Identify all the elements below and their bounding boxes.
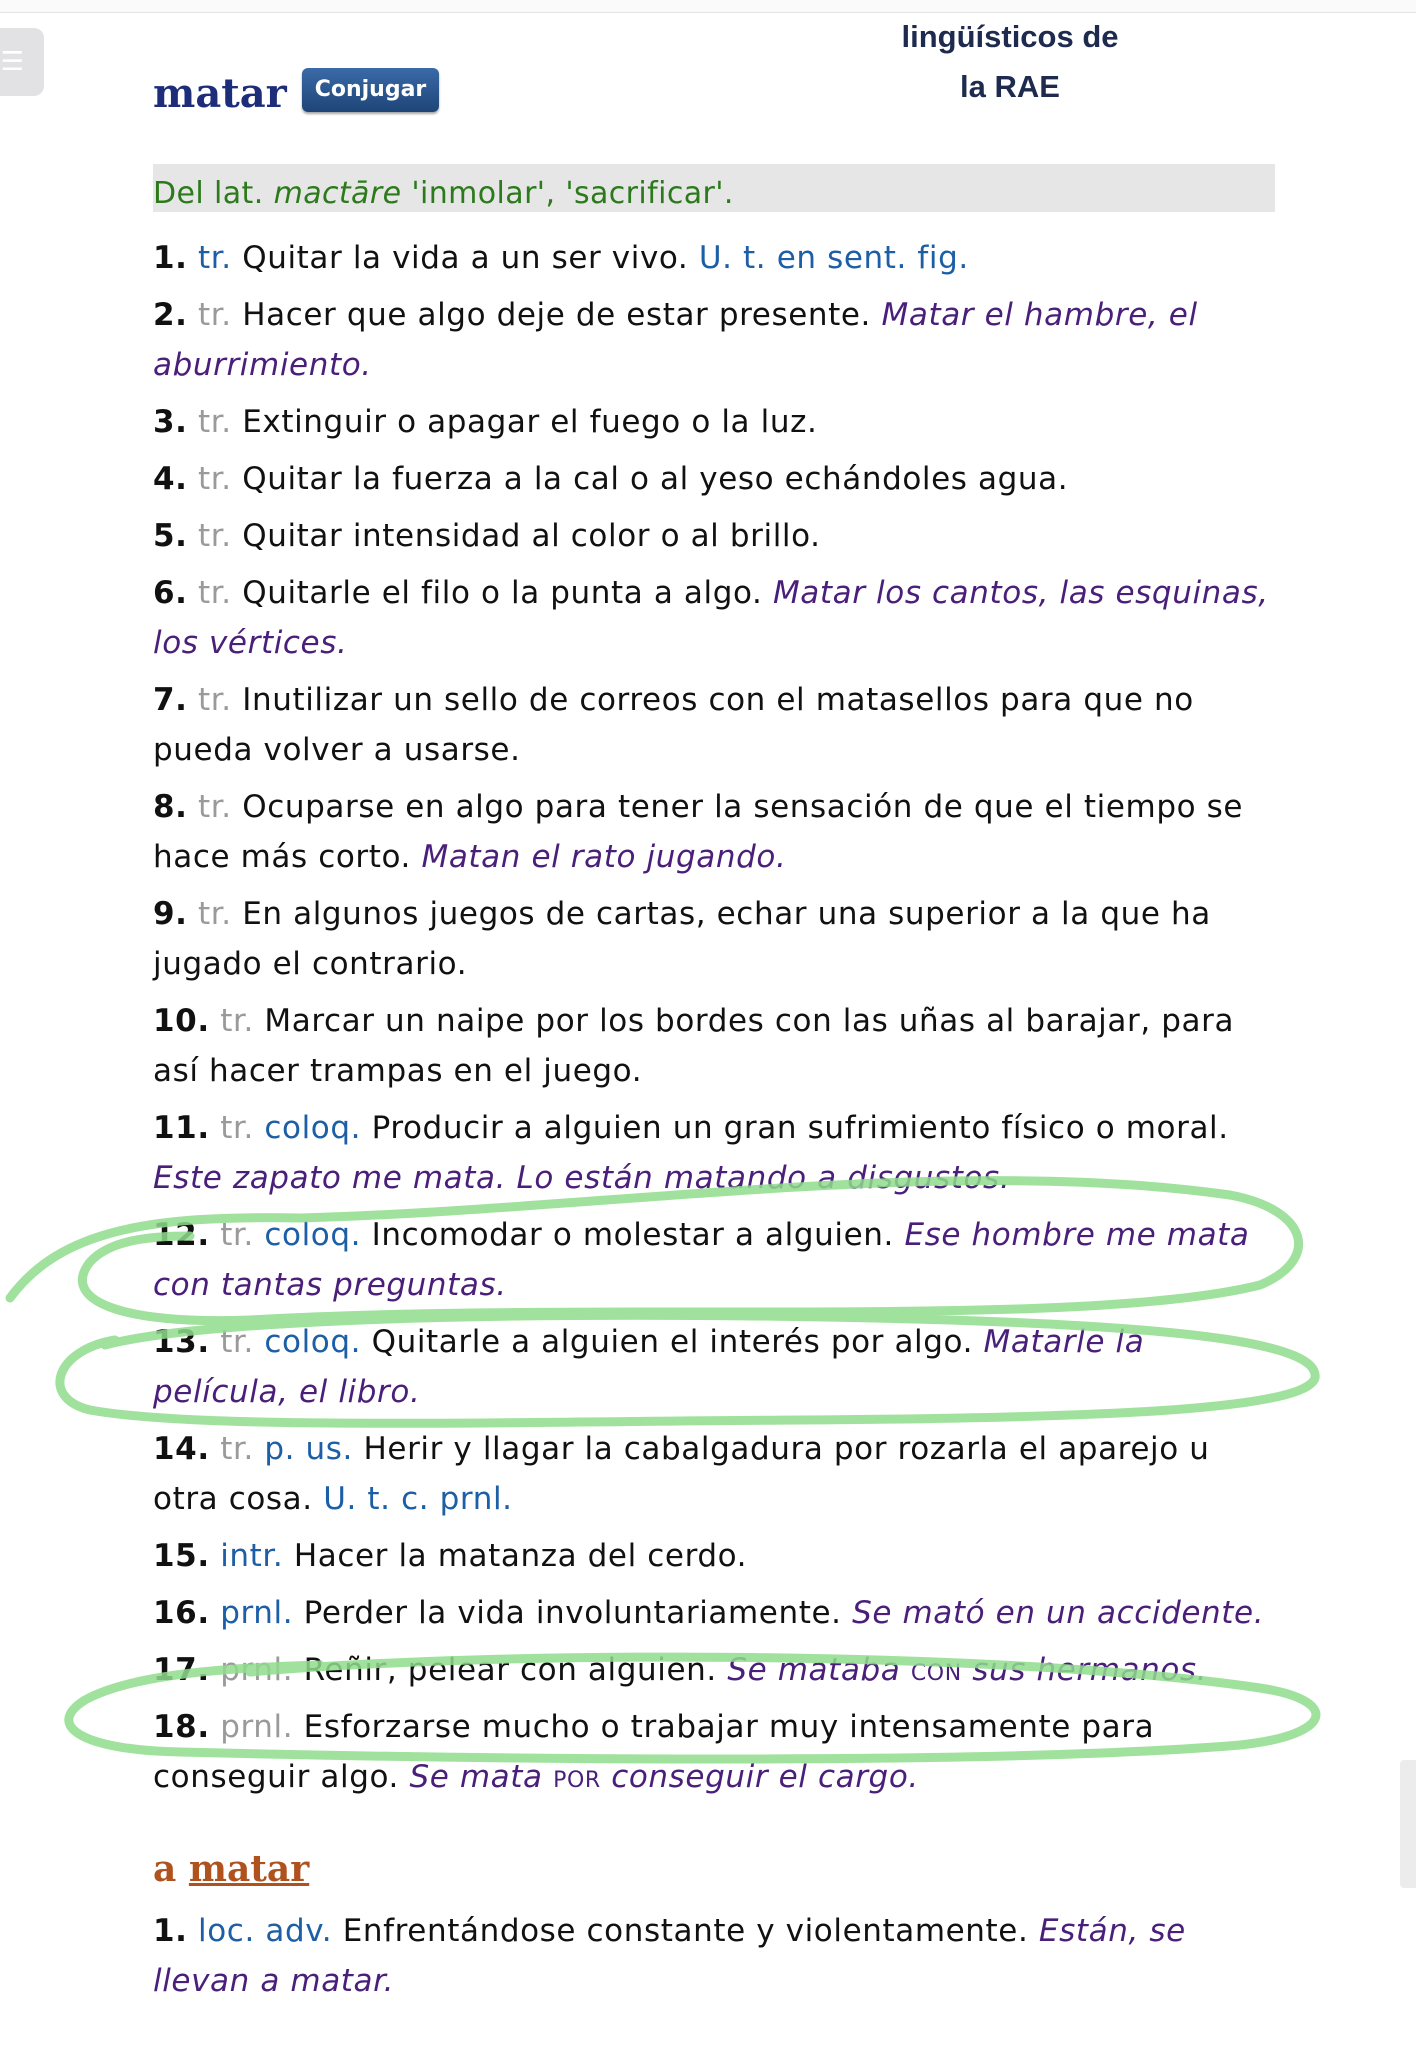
definition-7 — [153, 675, 1273, 775]
abbr-label: prnl. — [220, 1709, 294, 1745]
def-text: En algunos juegos de cartas, echar una superior a la que ha jugado el contrario. — [153, 896, 1211, 982]
example: Este zapato me mata. Lo están matando a disgustos. — [153, 1160, 1011, 1196]
def-text: Quitar la fuerza a la cal o al yeso echándoles agua. — [242, 461, 1069, 497]
def-number: 8. — [153, 789, 188, 825]
example-preposition: por — [553, 1759, 601, 1795]
scrollbar[interactable] — [1400, 1760, 1416, 1888]
def-number: 1. — [153, 240, 188, 276]
abbr-link[interactable]: coloq. — [264, 1217, 362, 1253]
locution-prefix: a — [153, 1848, 177, 1890]
example: Matar el hambre, el aburrimiento. — [153, 297, 1198, 383]
example — [727, 1652, 1207, 1688]
abbr-label: tr. — [220, 1431, 254, 1467]
def-number: 11. — [153, 1110, 210, 1146]
rae-header-line1: lingüísticos de — [901, 19, 1119, 54]
definition-8 — [153, 782, 1273, 882]
abbr-link[interactable]: coloq. — [264, 1324, 362, 1360]
definition-11 — [153, 1103, 1273, 1203]
etymology — [153, 164, 1275, 212]
rae-header — [840, 12, 1180, 112]
etymology-prefix: Del lat. — [153, 176, 264, 211]
example-part: conseguir el cargo. — [611, 1759, 919, 1795]
definition-13 — [153, 1317, 1273, 1417]
def-number: 18. — [153, 1709, 210, 1745]
definition-10 — [153, 996, 1273, 1096]
def-number: 6. — [153, 575, 188, 611]
example — [409, 1759, 918, 1795]
def-text: Quitarle el filo o la punta a algo. — [242, 575, 763, 611]
example-part: Se mataba — [727, 1652, 901, 1688]
definition-17 — [153, 1645, 1273, 1695]
def-number: 15. — [153, 1538, 210, 1574]
definition-2 — [153, 290, 1273, 390]
usage-note[interactable]: U. t. c. prnl. — [323, 1481, 513, 1517]
def-number: 1. — [153, 1913, 188, 1949]
abbr-label: tr. — [198, 297, 232, 333]
def-text: Herir y llagar la cabalgadura por rozarla el aparejo u otra cosa. — [153, 1431, 1210, 1517]
abbr-link[interactable]: prnl. — [220, 1595, 294, 1631]
def-text: Inutilizar un sello de correos con el matasellos para que no pueda volver a usarse. — [153, 682, 1194, 768]
definition-14 — [153, 1424, 1273, 1524]
example: Matan el rato jugando. — [421, 839, 787, 875]
abbr-link[interactable]: coloq. — [264, 1110, 362, 1146]
def-number: 4. — [153, 461, 188, 497]
headword: matar — [153, 70, 287, 117]
def-number: 9. — [153, 896, 188, 932]
def-number: 13. — [153, 1324, 210, 1360]
definition-12 — [153, 1210, 1273, 1310]
definition-18 — [153, 1702, 1273, 1802]
etymology-gloss: 'inmolar', 'sacrificar'. — [411, 176, 734, 211]
abbr-label: tr. — [198, 789, 232, 825]
rae-header-line2: la RAE — [960, 69, 1060, 104]
def-text: Hacer la matanza del cerdo. — [293, 1538, 748, 1574]
example-part: Se mata — [409, 1759, 543, 1795]
abbr-label: tr. — [220, 1324, 254, 1360]
abbr-label: tr. — [198, 682, 232, 718]
def-text: Incomodar o molestar a alguien. — [371, 1217, 894, 1253]
definition-6 — [153, 568, 1273, 668]
def-text: Quitarle a alguien el interés por algo. — [371, 1324, 974, 1360]
example-preposition: con — [910, 1652, 962, 1688]
definition-15 — [153, 1531, 1273, 1581]
example-part: sus hermanos. — [972, 1652, 1208, 1688]
abbr-label: tr. — [198, 518, 232, 554]
definition-16 — [153, 1588, 1273, 1638]
abbr-label: prnl. — [220, 1652, 294, 1688]
example: Están, se llevan a matar. — [153, 1913, 1186, 1999]
etymology-latin: mactāre — [273, 176, 402, 211]
def-text: Producir a alguien un gran sufrimiento físico o moral. — [371, 1110, 1229, 1146]
abbr-link[interactable]: tr. — [198, 240, 232, 276]
def-number: 7. — [153, 682, 188, 718]
definition-4 — [153, 454, 1273, 504]
def-number: 5. — [153, 518, 188, 554]
locution-definition-1 — [153, 1906, 1273, 2006]
definition-9 — [153, 889, 1273, 989]
locution-title — [153, 1844, 1273, 1894]
def-number: 10. — [153, 1003, 210, 1039]
abbr-label: tr. — [198, 404, 232, 440]
def-text: Reñir, pelear con alguien. — [303, 1652, 717, 1688]
def-text: Extinguir o apagar el fuego o la luz. — [242, 404, 818, 440]
abbr-label: tr. — [220, 1003, 254, 1039]
def-number: 17. — [153, 1652, 210, 1688]
def-text: Quitar la vida a un ser vivo. — [242, 240, 689, 276]
definition-5 — [153, 511, 1273, 561]
abbr-link[interactable]: intr. — [220, 1538, 284, 1574]
def-number: 14. — [153, 1431, 210, 1467]
example: Matarle la película, el libro. — [153, 1324, 1145, 1410]
abbr-label: tr. — [220, 1110, 254, 1146]
abbr-label: tr. — [198, 896, 232, 932]
usage-note[interactable]: U. t. en sent. fig. — [698, 240, 969, 276]
browser-top-edge — [0, 0, 1416, 13]
def-number: 16. — [153, 1595, 210, 1631]
abbr-link[interactable]: p. us. — [264, 1431, 354, 1467]
def-text: Esforzarse mucho o trabajar muy intensamente para conseguir algo. — [153, 1709, 1155, 1795]
definition-3 — [153, 397, 1273, 447]
abbr-label: tr. — [220, 1217, 254, 1253]
def-text: Perder la vida involuntariamente. — [303, 1595, 842, 1631]
abbr-label: tr. — [198, 461, 232, 497]
abbr-link[interactable]: loc. adv. — [198, 1913, 333, 1949]
menu-icon[interactable]: ☰ — [0, 28, 44, 96]
def-text: Enfrentándose constante y violentamente. — [342, 1913, 1029, 1949]
def-text: Quitar intensidad al color o al brillo. — [242, 518, 821, 554]
def-number: 3. — [153, 404, 188, 440]
example: Matar los cantos, las esquinas, los vértices. — [153, 575, 1269, 661]
definition-1 — [153, 233, 1273, 283]
def-number: 12. — [153, 1217, 210, 1253]
abbr-label: tr. — [198, 575, 232, 611]
example: Ese hombre me mata con tantas preguntas. — [153, 1217, 1250, 1303]
def-number: 2. — [153, 297, 188, 333]
conjugate-button[interactable]: Conjugar — [302, 68, 439, 112]
definitions — [153, 233, 1273, 2013]
locution-link[interactable]: matar — [188, 1848, 310, 1890]
def-text: Hacer que algo deje de estar presente. — [242, 297, 872, 333]
example: Se mató en un accidente. — [852, 1595, 1265, 1631]
def-text: Marcar un naipe por los bordes con las uñas al barajar, para así hacer trampas en el juego. — [153, 1003, 1235, 1089]
def-text: Ocuparse en algo para tener la sensación de que el tiempo se hace más corto. — [153, 789, 1244, 875]
